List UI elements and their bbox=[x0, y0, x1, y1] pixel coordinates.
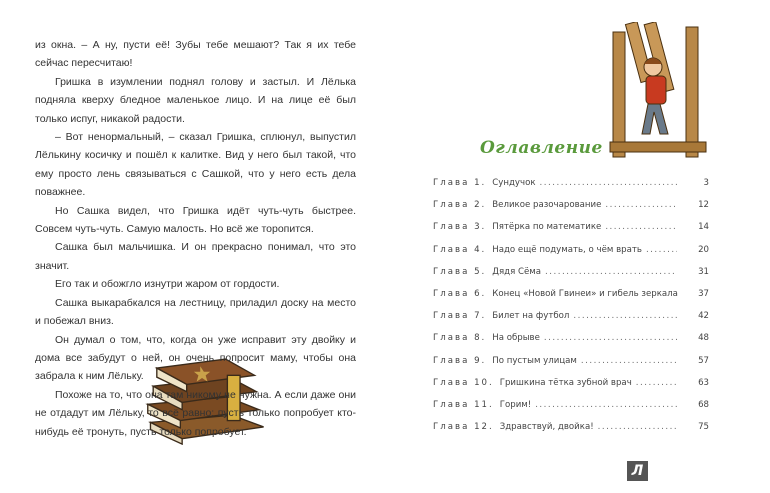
toc-name: Горим! bbox=[499, 399, 532, 410]
boy-with-boards-illustration bbox=[608, 22, 708, 162]
toc-entry[interactable] bbox=[433, 267, 709, 289]
toc-page: 20 bbox=[698, 244, 709, 255]
toc-leader bbox=[646, 245, 677, 255]
toc-name: Надо ещё подумать, о чём врать bbox=[492, 244, 642, 255]
toc-name: Билет на футбол bbox=[492, 311, 570, 322]
toc-page: 75 bbox=[698, 422, 709, 433]
toc-page: 37 bbox=[698, 288, 709, 299]
toc-page: 48 bbox=[698, 333, 709, 344]
toc-entry[interactable] bbox=[433, 422, 709, 444]
paragraph: из окна. – А ну, пусти её! Зубы тебе мешают? Так я их тебе сейчас пересчитаю! bbox=[35, 39, 356, 70]
toc-leader bbox=[545, 267, 677, 277]
toc-chapter: Глава 3. bbox=[433, 222, 487, 233]
toc-name: По пустым улицам bbox=[492, 355, 577, 366]
toc-entry[interactable] bbox=[433, 200, 709, 222]
toc-page: 42 bbox=[698, 311, 709, 322]
toc-page: 63 bbox=[698, 377, 709, 388]
toc-chapter: Глава 12. bbox=[433, 422, 494, 433]
toc-name: Здравствуй, двойка! bbox=[499, 422, 594, 433]
toc-leader bbox=[573, 311, 677, 321]
toc-leader bbox=[540, 178, 677, 188]
toc-chapter: Глава 2. bbox=[433, 200, 487, 211]
toc-chapter: Глава 6. bbox=[433, 288, 487, 299]
toc-chapter: Глава 10. bbox=[433, 377, 494, 388]
toc-name: На обрыве bbox=[492, 333, 540, 344]
toc-leader bbox=[535, 400, 677, 410]
toc-leader bbox=[581, 356, 677, 366]
paragraph: Сашка выкарабкался на лестницу, приладил доску на место и побежал вниз. bbox=[35, 296, 356, 328]
toc-leader bbox=[636, 378, 677, 388]
toc-entry[interactable] bbox=[433, 311, 709, 333]
toc-page: 68 bbox=[698, 399, 709, 410]
toc-entry[interactable] bbox=[433, 289, 709, 311]
toc-page: 3 bbox=[703, 178, 709, 188]
toc-leader bbox=[598, 422, 677, 432]
toc-entry[interactable] bbox=[433, 222, 709, 244]
paragraph: Гришка в изумлении поднял голову и застыл. И Лёлька подняла кверху бледное маленькое лицо. И на лице её был только испуг, никакой радости. bbox=[35, 75, 356, 125]
paragraph: Похоже на то, что она там никому не нужна. А если даже они не отдадут им Лёльку, то всё равно: пусть только попробует кто-нибудь её тронуть, пусть только попробует. bbox=[35, 388, 356, 438]
toc-chapter: Глава 7. bbox=[433, 311, 487, 322]
toc-chapter: Глава 4. bbox=[433, 244, 487, 255]
toc-chapter: Глава 9. bbox=[433, 355, 487, 366]
table-of-contents bbox=[433, 178, 709, 444]
publisher-logo: Л bbox=[627, 461, 648, 481]
toc-entry[interactable] bbox=[433, 356, 709, 378]
toc-page: 31 bbox=[698, 266, 709, 277]
toc-page: 57 bbox=[698, 355, 709, 366]
toc-chapter: Глава 5. bbox=[433, 266, 487, 277]
paragraph: Он думал о том, что, когда он уже исправит эту двойку и дома все забудут о ней, он очень попросит маму, чтобы она забрала к ним Лёльку. bbox=[35, 333, 356, 383]
toc-leader bbox=[605, 200, 677, 210]
toc-chapter: Глава 11. bbox=[433, 399, 494, 410]
toc-name: Гришкина тётка зубной врач bbox=[499, 377, 632, 388]
toc-chapter: Глава 8. bbox=[433, 333, 487, 344]
toc-page: 12 bbox=[698, 200, 709, 211]
toc-name: Конец «Новой Гвинеи» и гибель зеркала bbox=[492, 288, 678, 299]
toc-name: Пятёрка по математике bbox=[492, 222, 602, 233]
toc-name: Сундучок bbox=[492, 178, 536, 188]
paragraph: Его так и обожгло изнутри жаром от гордости. bbox=[55, 278, 280, 291]
toc-entry[interactable] bbox=[433, 333, 709, 355]
left-page-text bbox=[35, 36, 356, 441]
toc-page: 14 bbox=[698, 222, 709, 233]
paragraph: Сашка был мальчишка. И он прекрасно понимал, что это значит. bbox=[35, 241, 356, 272]
toc-leader bbox=[605, 222, 677, 232]
toc-entry[interactable] bbox=[433, 400, 709, 422]
paragraph: – Вот ненормальный, – сказал Гришка, сплюнул, выпустил Лёлькину косичку и пошёл к калитке. Вид у него был такой, что ему просто лень связываться с Сашкой, что у него есть дела поважнее. bbox=[35, 131, 356, 199]
toc-entry[interactable] bbox=[433, 245, 709, 267]
toc-leader bbox=[544, 333, 677, 343]
toc-name: Великое разочарование bbox=[492, 200, 602, 211]
toc-chapter: Глава 1. bbox=[433, 178, 487, 188]
paragraph: Но Сашка видел, что Гришка идёт чуть-чуть быстрее. Совсем чуть-чуть. Самую малость. Но всё же торопится. bbox=[35, 204, 356, 236]
toc-entry[interactable] bbox=[433, 178, 709, 200]
toc-title: Оглавление bbox=[480, 138, 603, 158]
toc-entry[interactable] bbox=[433, 378, 709, 400]
toc-name: Дядя Сёма bbox=[492, 266, 542, 277]
